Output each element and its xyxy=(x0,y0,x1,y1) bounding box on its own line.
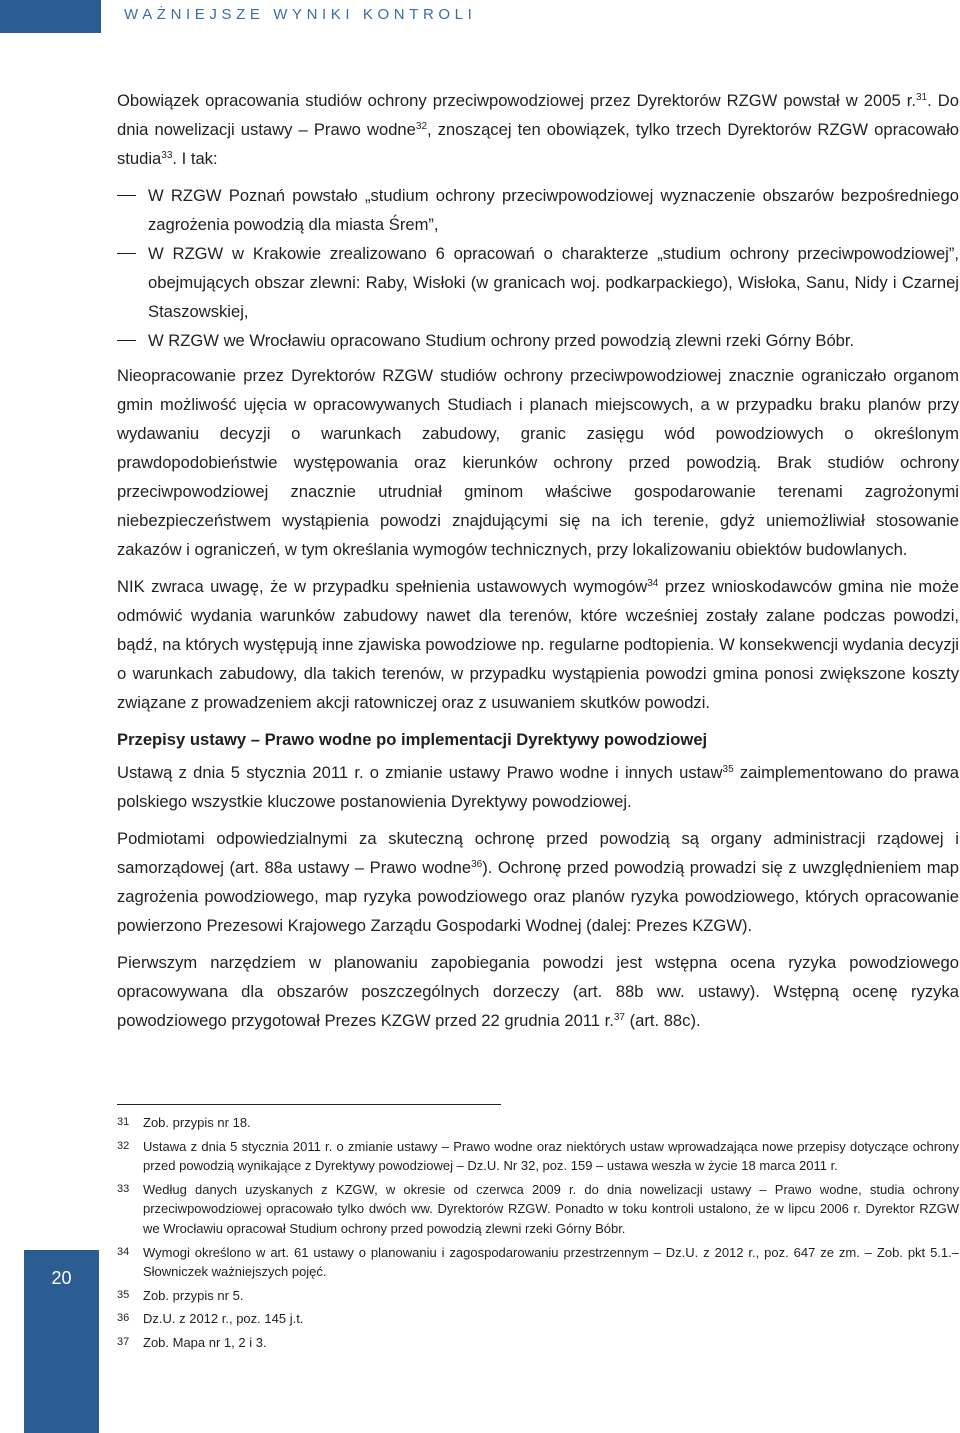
footnote-text: Zob. przypis nr 5. xyxy=(143,1287,244,1303)
footnote-number: 33 xyxy=(117,1182,130,1195)
footnote-number: 32 xyxy=(117,1139,130,1152)
page-number: 20 xyxy=(51,1268,72,1288)
footnotes xyxy=(117,1113,959,1357)
paragraph-2: Nieopracowanie przez Dyrektorów RZGW studiów ochrony przeciwpowodziowej znacznie ograniczało organom gmin możliwość ujęcia w opracowywanych Studiach i planach miejscowych, a w przypadku braku planów przy wydawaniu decyzji o warunkach zabudowy, granic zasięgu wód powodziowych o określonym prawdopodobieństwie występowania oraz kierunków ochrony przed powodzią. Brak studiów ochrony przeciwpowodziowej znacznie utrudniał gminom właściwe gospodarowanie terenami zagrożonymi niebezpieczeństwem wystąpienia powodzi znajdującymi się na ich terenie, gdyż uniemożliwiał stosowanie zakazów i ograniczeń, w tym określania wymogów technicznych, przy lokalizowaniu obiektów budowlanych. xyxy=(117,366,959,559)
footnote-divider xyxy=(117,1104,501,1105)
paragraph-4: Ustawą z dnia 5 stycznia 2011 r. o zmianie ustawy Prawo wodne i innych ustaw$^{35}$ zaimplementowano do prawa polskiego wszystkie kluczowe postanowienia Dyrektywy powodziowej. xyxy=(117,763,959,811)
footnote xyxy=(117,1286,959,1306)
main-text xyxy=(117,86,959,1035)
footnote-text: Dz.U. z 2012 r., poz. 145 j.t. xyxy=(143,1311,304,1327)
footnote-text: Zob. Mapa nr 1, 2 i 3. xyxy=(143,1334,267,1350)
footnote-number: 35 xyxy=(117,1288,130,1301)
section-title: WAŻNIEJSZE WYNIKI KONTROLI xyxy=(124,6,477,23)
footnote xyxy=(117,1309,959,1329)
footnote xyxy=(117,1137,959,1176)
footnote-ref-35[interactable]: 35 xyxy=(722,764,734,775)
footnote-ref-37[interactable]: 37 xyxy=(613,1012,625,1023)
paragraph-3: NIK zwraca uwagę, że w przypadku spełnienia ustawowych wymogów$^{34}$ przez wnioskodawców gmina nie może odmówić wydania warunków zabudowy nawet dla terenów, które wcześniej zostały zalane podczas powodzi, bądź, na których występują inne zjawiska powodziowe np. regularne podtopienia. W konsekwencji wydania decyzji o warunkach zabudowy, dla takich terenów, w przypadku wystąpienia powodzi gmina ponosi zwiększone koszty związane z prowadzeniem akcji ratowniczej oraz z usuwaniem skutków powodzi. xyxy=(117,577,959,712)
footnote xyxy=(117,1243,959,1282)
footnote-text: Ustawa z dnia 5 stycznia 2011 r. o zmianie ustawy – Prawo wodne oraz niektórych ustaw wprowadzająca nowe przepisy dotyczące ochrony przed powodzią wynikające z Dyrektywy powodziowej – Dz.U. Nr 32, poz. 159 – ustawa weszła w życie 18 marca 2011 r. xyxy=(143,1138,959,1174)
header-color-block xyxy=(0,0,101,33)
footnote-number: 37 xyxy=(117,1335,130,1348)
list-item: W RZGW w Krakowie zrealizowano 6 opracowań o charakterze „studium ochrony przeciwpowodziowej”, obejmujących obszar zlewni: Raby, Wisłoki (w granicach woj. podkarpackiego), Wisłoka, Sanu, Nidy i Czarnej Staszowskiej, xyxy=(117,239,959,326)
paragraph-6: Pierwszym narzędziem w planowaniu zapobiegania powodzi jest wstępna ocena ryzyka powodziowego opracowywana dla obszarów poszczególnych dorzeczy (art. 88b ww. ustawy). Wstępną ocenę ryzyka powodziowego przygotował Prezes KZGW przed 22 grudnia 2011 r.$^{37}$ (art. 88c). xyxy=(117,953,959,1030)
footnote-text: Zob. przypis nr 18. xyxy=(143,1115,251,1130)
footnote-text: Wymogi określono w art. 61 ustawy o planowaniu i zagospodarowaniu przestrzennym – Dz.U. z 2012 r., poz. 647 ze zm. – Zob. pkt 5.1.– Słowniczek ważniejszych pojęć. xyxy=(143,1244,959,1280)
list-item: W RZGW Poznań powstało „studium ochrony przeciwpowodziowej wyznaczenie obszarów bezpośredniego zagrożenia powodzią dla miasta Śrem”, xyxy=(117,181,959,239)
list-item: W RZGW we Wrocławiu opracowano Studium ochrony przed powodzią zlewni rzeki Górny Bóbr. xyxy=(117,326,959,355)
footnote-number: 36 xyxy=(117,1312,130,1325)
footnote xyxy=(117,1333,959,1353)
footnote-number: 34 xyxy=(117,1245,130,1258)
dash-list xyxy=(117,181,959,355)
footnote-ref-34[interactable]: 34 xyxy=(647,578,659,589)
footnote-ref-32[interactable]: 32 xyxy=(415,121,428,132)
footnote xyxy=(117,1113,959,1133)
footnote-ref-31[interactable]: 31 xyxy=(915,92,928,103)
paragraph-5: Podmiotami odpowiedzialnymi za skuteczną ochronę przed powodzią są organy administracji rządowej i samorządowej (art. 88a ustawy – Prawo wodne$^{36}$). Ochronę przed powodzią prowadzi się z uwzględnieniem map zagrożenia powodziowego, map ryzyka powodziowego oraz planów ryzyka powodziowego, których opracowanie powierzono Prezesowi Krajowego Zarządu Gospodarki Wodnej (dalej: Prezes KZGW). xyxy=(117,829,959,935)
footnote-text: Według danych uzyskanych z KZGW, w okresie od czerwca 2009 r. do dnia nowelizacji ustawy – Prawo wodne, studia ochrony przeciwpowodziowej opracowało tylko dwóch ww. Dyrektorów RZGW. Ponadto w toku kontroli ustalono, że w lipcu 2006 r. Dyrektor RZGW we Wrocławiu opracował Studium ochrony przed powodzią zlewni rzeki Górny Bóbr. xyxy=(143,1181,959,1236)
paragraph-1: Obowiązek opracowania studiów ochrony przeciwpowodziowej przez Dyrektorów RZGW powstał w 2005 r.$^{31}$. Do dnia nowelizacji ustawy – Prawo wodne$^{32}$, znoszącej ten obowiązek, tylko trzech Dyrektorów RZGW opracowało studia$^{33}$. I tak: xyxy=(117,91,960,168)
footnote xyxy=(117,1180,959,1239)
footnote-ref-33[interactable]: 33 xyxy=(161,150,173,161)
footnote-ref-36[interactable]: 36 xyxy=(471,859,483,870)
section-heading: Przepisy ustawy – Prawo wodne po implementacji Dyrektywy powodziowej xyxy=(117,730,708,749)
footnote-number: 31 xyxy=(117,1116,130,1128)
